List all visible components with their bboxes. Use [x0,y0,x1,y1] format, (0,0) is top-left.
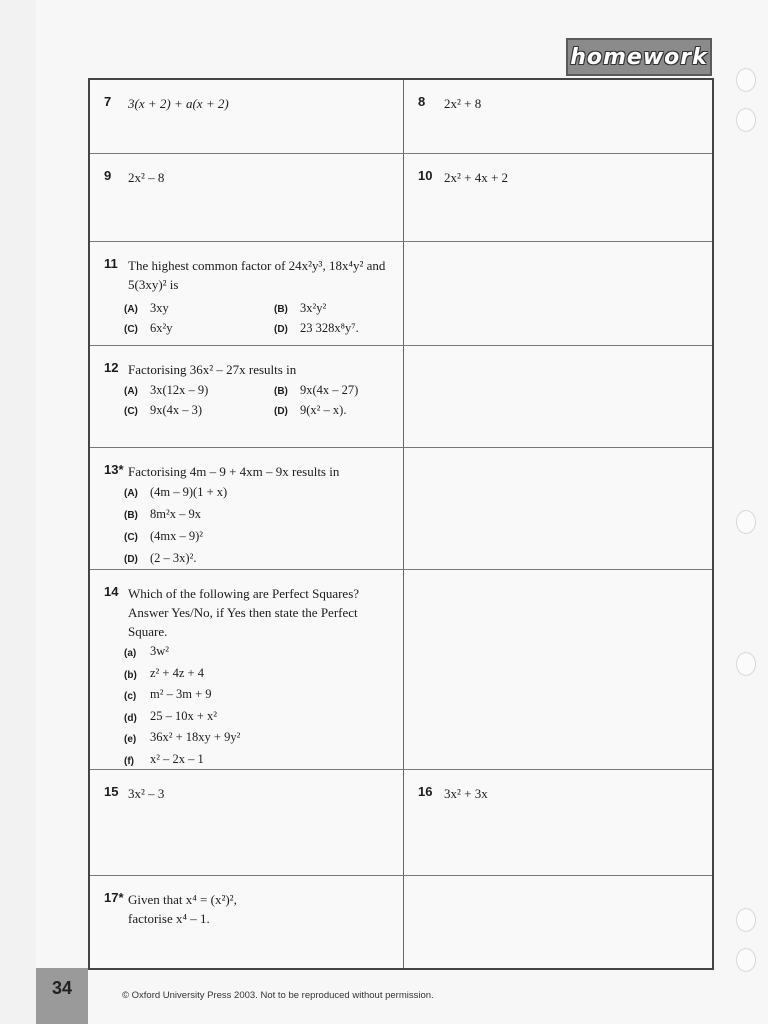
option-b [274,298,326,320]
binder-hole [736,68,756,92]
option-text: 25 – 10x + x² [150,708,218,723]
binder-hole [736,652,756,676]
question-number: 9 [104,168,112,183]
options-list [124,482,227,570]
question-row [90,448,712,570]
option-f [124,750,240,772]
option-label: (D) [274,406,288,417]
question-number: 8 [418,94,426,109]
option-d [124,707,240,729]
question-number: 13* [104,462,124,477]
option-label: (f) [124,755,134,767]
option-d [274,400,346,422]
option-text: 23 328x⁸y⁷. [300,321,359,335]
question-cell-15 [90,770,404,875]
question-text-line-2: factorise x⁴ – 1. [128,911,210,926]
option-c [124,400,202,422]
option-text: (2 – 3x)². [150,551,197,565]
option-text: 3w² [150,644,170,658]
question-text: The highest common factor of 24x²y³, 18x⁴y² and 5(3xy)² is [128,258,386,292]
option-a [124,482,227,504]
question-text-line-1: Given that x⁴ = (x²)², [128,892,237,907]
question-row [90,154,712,242]
question-text: 2x² + 8 [444,96,482,111]
question-row [90,770,712,876]
question-cell-7 [90,80,404,153]
question-cell-12 [90,346,404,447]
option-b [124,504,227,526]
option-label: (D) [274,324,288,335]
question-cell-10 [404,154,712,241]
answer-space [404,570,712,769]
question-cell-17 [90,876,404,968]
option-label: (C) [124,532,138,543]
question-text: 3(x + 2) + a(x + 2) [128,96,229,111]
option-label: (d) [124,712,137,724]
option-text: 3x(12x – 9) [150,383,209,397]
question-text: 3x² + 3x [444,786,488,801]
option-text: 9x(4x – 27) [300,383,359,397]
options-list [124,642,240,771]
option-text: (4mx – 9)² [150,529,204,543]
option-label: (B) [274,386,288,397]
question-number: 16 [418,784,433,799]
answer-space [404,346,712,447]
option-text: m² – 3m + 9 [150,687,212,701]
option-b [124,664,240,686]
question-number: 7 [104,94,112,109]
question-cell-16 [404,770,712,875]
answer-space [404,876,712,968]
option-text: x² – 2x – 1 [150,751,204,766]
option-c [124,526,227,548]
question-cell-14 [90,570,404,769]
option-label: (c) [124,691,137,702]
answer-space [404,448,712,569]
option-text: 3x²y² [300,301,327,315]
option-text: 3xy [150,301,169,315]
question-text: Which of the following are Perfect Squares? Answer Yes/No, if Yes then state the Perfect Square. [128,586,360,639]
copyright-notice: © Oxford University Press 2003. Not to be reproduced without permission. [122,990,434,1001]
question-row [90,570,712,770]
option-a [124,642,240,664]
binder-hole [736,510,756,534]
option-d [274,318,359,340]
option-label: (C) [124,406,138,417]
option-d [124,548,227,570]
question-row [90,242,712,346]
option-b [274,380,358,402]
option-label: (A) [124,488,138,499]
question-number: 17* [104,890,124,905]
page-number: 34 [51,978,73,998]
option-text: 6x²y [150,321,173,335]
answer-space [404,242,712,345]
binder-hole [736,108,756,132]
option-text: 9(x² – x). [300,403,347,417]
option-text: 8m²x – 9x [150,507,201,521]
option-c [124,318,173,340]
question-text: 2x² + 4x + 2 [444,170,509,185]
option-label: (a) [124,648,137,659]
option-text: z² + 4z + 4 [150,665,204,680]
option-a [124,380,208,402]
option-label: (D) [124,554,138,565]
question-number: 14 [104,584,119,599]
binder-hole [736,908,756,932]
option-label: (e) [124,734,137,745]
question-row [90,876,712,968]
question-number: 12 [104,360,119,375]
option-a [124,298,169,320]
homework-badge [566,38,712,76]
binder-hole [736,948,756,972]
question-row [90,346,712,448]
question-cell-9 [90,154,404,241]
question-text: 3x² – 3 [128,786,165,801]
option-label: (C) [124,324,138,335]
question-text: 2x² – 8 [128,170,165,185]
question-number: 15 [104,784,119,799]
option-c [124,685,240,707]
question-text: Factorising 4m – 9 + 4xm – 9x results in [128,464,340,479]
option-e [124,728,240,750]
option-text: 36x² + 18xy + 9y² [150,730,241,744]
question-number: 11 [104,256,118,271]
option-label: (B) [124,510,138,521]
question-cell-11 [90,242,404,345]
question-text: Factorising 36x² – 27x results in [128,362,297,377]
question-row [90,80,712,154]
option-label: (A) [124,304,138,315]
question-cell-8 [404,80,712,153]
option-label: (b) [124,669,137,681]
option-text: 9x(4x – 3) [150,403,203,417]
question-grid [88,78,714,970]
question-number: 10 [418,168,433,183]
question-cell-13 [90,448,404,569]
option-label: (B) [274,304,288,315]
homework-label: homework [570,44,708,70]
option-label: (A) [124,386,138,397]
option-text: (4m – 9)(1 + x) [150,485,228,499]
